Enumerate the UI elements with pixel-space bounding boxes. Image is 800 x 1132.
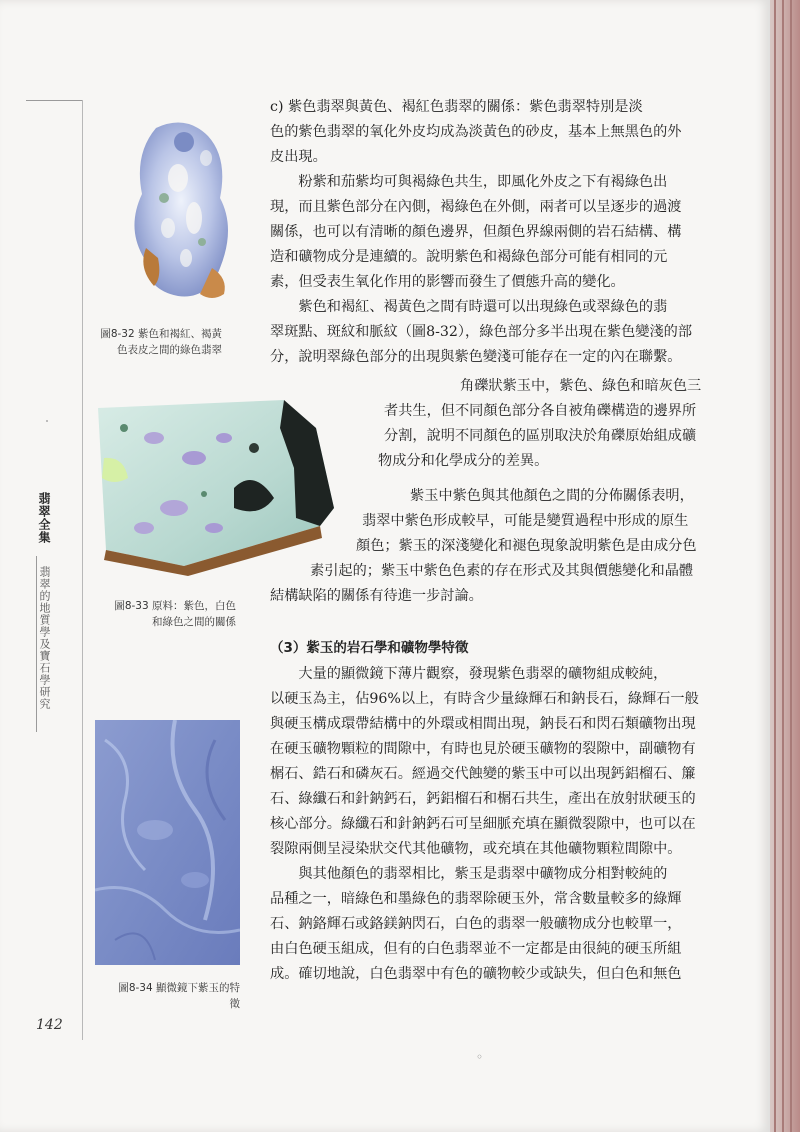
figure-8-34-image xyxy=(95,720,240,965)
body-paragraph-3: 紫玉中紫色與其他顏色之間的分佈關係表明， 翡翠中紫色形成較早，可能是變質過程中形成的原生 顏色；紫玉的深淺變化和褪色現象說明紫色是由成分色 素引起的；紫玉中紫色色素的存在形式及其與價態變化和晶體 結構缺陷的關係有待進一步討論。 xyxy=(270,488,697,604)
body-paragraphs-4: 大量的顯微鏡下薄片觀察，發現紫色翡翠的礦物組成較純， 以硬玉為主，佔96%以上，有時含少量綠輝石和鈉長石，綠輝石一般 與硬玉構成環帶結構中的外環或相間出現，鈉長石和閃石類礦物出現 在硬玉礦物顆粒的間隙中，有時也見於硬玉礦物的裂隙中，副礦物有 榍石、鋯石和磷灰石。經過交代蝕變的紫玉中可以出現鈣鋁榴石、簾 石、綠纖石和針鈉鈣石，鈣鋁榴石和榍石共生，產出在放射狀硬玉的 核心部分。綠纖石和針鈉鈣石可呈細脈充填在顯微裂隙中，也可以在 裂隙兩側呈浸染狀交代其他礦物，或充填在其他礦物顆粒間隙中。 與其他顏色的翡翠相比，紫玉是翡翠中礦物成分相對較純的 品種之一，暗綠色和墨綠色的翡翠除硬玉外，常含數量較多的綠輝 石、鈉鉻輝石或鉻鎂鈉閃石，白色的翡翠一般礦物成分也較單一， 由白色硬玉組成，但有的白色翡翠並不一定都是由很純的硬玉所組 成。確切地說，白色翡翠中有色的礦物較少或缺失，但白色和無色 xyxy=(270,666,699,982)
page-number: 142 xyxy=(36,1017,63,1033)
figure-8-34-caption: 圖8-34 顯微鏡下紫玉的特 徵 xyxy=(118,982,240,1010)
margin-dot xyxy=(46,420,48,422)
sidebar-series-title: 翡翠全集 xyxy=(37,492,51,544)
figure-8-33-caption: 圖8-33 原料：紫色，白色 和綠色之間的關係 xyxy=(114,600,236,628)
figure-8-32-image xyxy=(116,118,252,308)
scan-speck: ◦ xyxy=(476,1050,484,1064)
top-rule xyxy=(26,100,82,101)
figure-8-32-caption: 圖8-32 紫色和褐紅、褐黃 色表皮之間的綠色翡翠 xyxy=(100,328,222,356)
body-paragraphs-1: c) 紫色翡翠與黃色、褐紅色翡翠的關係：紫色翡翠特別是淡 色的紫色翡翠的氧化外皮均成為淡黃色的砂皮，基本上無黑色的外 皮出現。 粉紫和茄紫均可與褐綠色共生，即風化外皮之下有褐綠色出 現，而且紫色部分在內側，褐綠色在外側，兩者可以呈逐步的過渡 關係，也可以有清晰的顏色邊界，但顏色界線兩側的岩石結構、構 造和礦物成分是連續的。說明紫色和褐綠色部分可能有相同的元 素，但受表生氧化作用的影響而發生了價態升高的變化。 紫色和褐紅、褐黃色之間有時還可以出現綠色或翠綠色的翡 翠斑點、斑紋和脈紋（圖8-32），綠色部分多半出現在紫色變淺的部 分，說明翠綠色部分的出現與紫色變淺可能存在一定的內在聯繫。 xyxy=(270,99,693,365)
section-heading: （3）紫玉的岩石學和礦物學特徵 xyxy=(270,640,469,656)
margin-rule xyxy=(82,100,83,1040)
sidebar-divider xyxy=(36,556,37,732)
body-paragraph-2: 角礫狀紫玉中，紫色、綠色和暗灰色三 者共生，但不同顏色部分各自被角礫構造的邊界所 分割，說明不同顏色的區別取決於角礫原始組成礦 物成分和化學成分的差異。 xyxy=(378,378,702,469)
book-spine xyxy=(770,0,800,1132)
sidebar-subtitle: 翡翠的地質學及寶石學研究 xyxy=(38,566,51,710)
